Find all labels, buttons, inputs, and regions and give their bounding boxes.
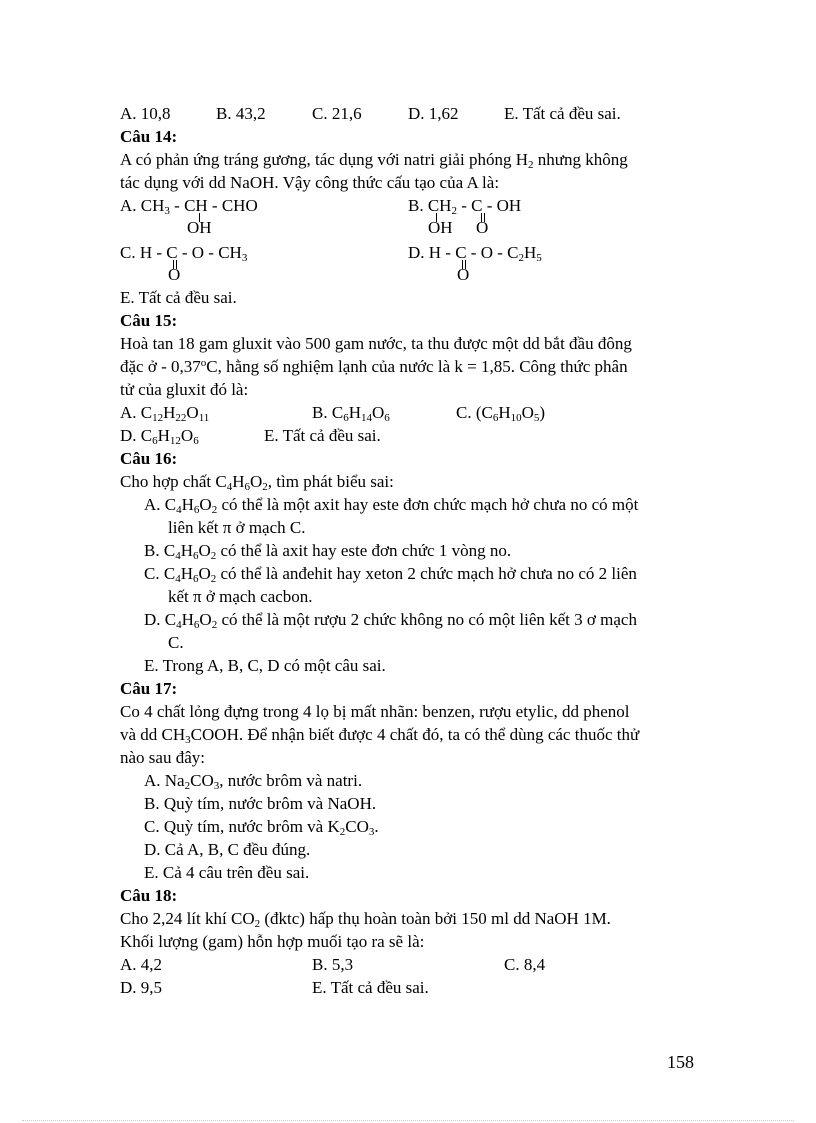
q15-option-a: A. $C_{12}H_{22}O_{11}$ <box>120 403 210 424</box>
q14-text-line1: A có phản ứng tráng gương, tác dụng với natri giải phóng $H_2$ nhưng không <box>120 150 628 171</box>
q17-text-line1: Co 4 chất lỏng đựng trong 4 lọ bị mất nhãn: benzen, rượu etylic, dd phenol <box>120 702 630 721</box>
q15-title: Câu 15: <box>120 311 178 330</box>
q16-option-d-line2: C. <box>168 633 184 652</box>
q15-option-e: E. Tất cả đều sai. <box>264 426 381 445</box>
q17-option-b: B. Quỳ tím, nước brôm và NaOH. <box>144 794 377 813</box>
q14-option-b: B. $CH_2$ - C - OH <box>408 196 522 217</box>
q14-option-d: D. H - C - O - $C_2H_5$ <box>408 243 542 264</box>
q13-option-e: E. Tất cả đều sai. <box>504 104 621 123</box>
q17-option-d: D. Cả A, B, C đều đúng. <box>144 840 311 859</box>
q18-option-a: A. 4,2 <box>120 955 163 974</box>
q18-option-e: E. Tất cả đều sai. <box>312 978 429 997</box>
q18-title: Câu 18: <box>120 886 178 905</box>
q16-option-b: B. $C_4H_6O_2$ có thể là axit hay este đơn chức 1 vòng no. <box>144 541 512 562</box>
q14-option-c: C. H - C - O - $CH_3$ <box>120 243 248 264</box>
q14-option-b-o: O <box>476 218 489 237</box>
q18-option-d: D. 9,5 <box>120 978 163 997</box>
q14-option-a: A. $CH_3$ - CH - CHO <box>120 196 258 217</box>
q16-title: Câu 16: <box>120 449 178 468</box>
q14-option-d-o: O <box>457 265 470 284</box>
q18-text-line1: Cho 2,24 lít khí $CO_2$ (đktc) hấp thụ hoàn toàn bởi 150 ml dd NaOH 1M. <box>120 909 611 930</box>
q17-option-a: A. $Na_2CO_3$, nước brôm và natri. <box>144 771 363 792</box>
q15-option-c: C. $(C_6H_{10}O_5)$ <box>456 403 546 424</box>
page-bottom-divider <box>22 1120 794 1121</box>
q14-text-line2: tác dụng với dd NaOH. Vậy công thức cấu tạo của A là: <box>120 173 500 192</box>
q13-option-b: B. 43,2 <box>216 104 266 123</box>
q16-option-c-line1: C. $C_4H_6O_2$ có thể là anđehit hay xeton 2 chức mạch hở chưa no có 2 liên <box>144 564 637 585</box>
q15-text-line3: tử của gluxit đó là: <box>120 380 249 399</box>
q13-option-c: C. 21,6 <box>312 104 362 123</box>
q16-option-a-line2: liên kết π ở mạch C. <box>168 518 306 537</box>
q16-option-c-line2: kết π ở mạch cacbon. <box>168 587 313 606</box>
q13-option-a: A. 10,8 <box>120 104 171 123</box>
q14-option-b-oh: OH <box>428 218 453 237</box>
q16-intro: Cho hợp chất $C_4H_6O_2$, tìm phát biểu sai: <box>120 472 394 493</box>
q14-option-a-oh: OH <box>187 218 212 237</box>
q16-option-a-line1: A. $C_4H_6O_2$ có thể là một axit hay este đơn chức mạch hở chưa no có một <box>144 495 639 516</box>
q17-text-line2: và dd $CH_3COOH$. Để nhận biết được 4 chất đó, ta có thể dùng các thuốc thử <box>120 725 640 746</box>
q15-option-b: B. $C_6H_{14}O_6$ <box>312 403 390 424</box>
q16-option-d-line1: D. $C_4H_6O_2$ có thể là một rượu 2 chức không no có một liên kết 3 ơ mạch <box>144 610 637 631</box>
q18-text-line2: Khối lượng (gam) hỗn hợp muối tạo ra sẽ là: <box>120 932 425 951</box>
q15-text-line1: Hoà tan 18 gam gluxit vào 500 gam nước, ta thu được một dd bắt đầu đông <box>120 334 632 353</box>
q13-option-d: D. 1,62 <box>408 104 459 123</box>
q18-option-c: C. 8,4 <box>504 955 546 974</box>
q17-option-e: E. Cả 4 câu trên đều sai. <box>144 863 310 882</box>
q17-text-line3: nào sau đây: <box>120 748 205 767</box>
q14-title: Câu 14: <box>120 127 178 146</box>
q14-option-c-o: O <box>168 265 181 284</box>
page-number: 158 <box>667 1052 694 1072</box>
q15-option-d: D. $C_6H_{12}O_6$ <box>120 426 199 447</box>
q17-title: Câu 17: <box>120 679 178 698</box>
q18-option-b: B. 5,3 <box>312 955 354 974</box>
q14-option-e: E. Tất cả đều sai. <box>120 288 237 307</box>
q15-text-line2: đặc ở - 0,37$^o$C, hằng số nghiệm lạnh của nước là k = 1,85. Công thức phân <box>120 357 628 376</box>
q17-option-c: C. Quỳ tím, nước brôm và $K_2CO_3$. <box>144 817 379 838</box>
q16-option-e: E. Trong A, B, C, D có một câu sai. <box>144 656 386 675</box>
